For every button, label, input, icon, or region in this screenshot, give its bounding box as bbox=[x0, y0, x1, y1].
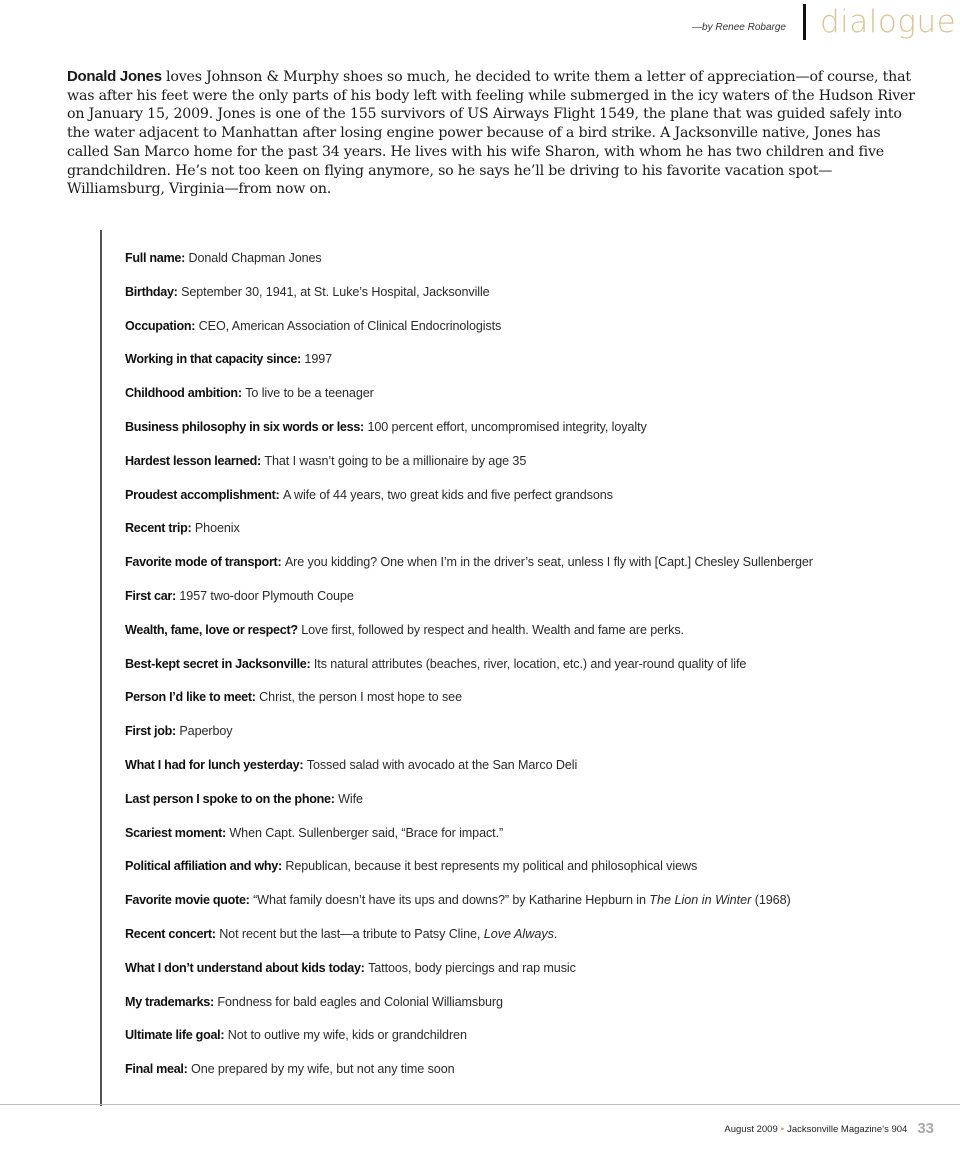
qa-answer-title: The Lion in Winter bbox=[649, 893, 752, 908]
qa-list bbox=[125, 250, 925, 1095]
qa-answer: 1957 two-door Plymouth Coupe bbox=[179, 588, 354, 603]
qa-answer: Love first, followed by respect and health. Wealth and fame are perks. bbox=[301, 622, 684, 637]
qa-answer: Tossed salad with avocado at the San Marco Deli bbox=[306, 757, 578, 772]
qa-answer: To live to be a teenager bbox=[245, 386, 374, 401]
qa-answer: A wife of 44 years, two great kids and five perfect grandsons bbox=[282, 487, 613, 502]
qa-item bbox=[125, 419, 925, 453]
intro-paragraph bbox=[67, 68, 917, 199]
qa-answer: One prepared by my wife, but not any time soon bbox=[191, 1062, 455, 1077]
qa-answer: “What family doesn’t have its ups and downs?” by Katharine Hepburn in bbox=[253, 893, 650, 908]
qa-answer: Not to outlive my wife, kids or grandchildren bbox=[227, 1028, 467, 1043]
qa-item bbox=[125, 892, 925, 926]
qa-item bbox=[125, 250, 925, 284]
qa-question: Recent concert: bbox=[125, 926, 216, 941]
qa-question: What I had for lunch yesterday: bbox=[125, 757, 304, 772]
qa-answer: Paperboy bbox=[179, 724, 233, 739]
qa-question: Childhood ambition: bbox=[125, 386, 242, 401]
qa-item bbox=[125, 1027, 925, 1061]
qa-question: Ultimate life goal: bbox=[125, 1028, 225, 1043]
qa-answer: CEO, American Association of Clinical Endocrinologists bbox=[198, 318, 502, 333]
qa-question: Person I’d like to meet: bbox=[125, 690, 256, 705]
qa-answer: Republican, because it best represents my political and philosophical views bbox=[285, 859, 698, 874]
qa-question: Last person I spoke to on the phone: bbox=[125, 791, 335, 806]
qa-answer: Christ, the person I most hope to see bbox=[259, 690, 462, 705]
page-footer bbox=[724, 1120, 934, 1137]
intro-lead-name: Donald Jones bbox=[67, 68, 162, 85]
qa-item bbox=[125, 1061, 925, 1095]
qa-question: Birthday: bbox=[125, 284, 178, 299]
qa-item bbox=[125, 723, 925, 757]
qa-item bbox=[125, 520, 925, 554]
qa-item bbox=[125, 588, 925, 622]
qa-answer: September 30, 1941, at St. Luke’s Hospital, Jacksonville bbox=[181, 284, 490, 299]
qa-item bbox=[125, 453, 925, 487]
byline: —by Renee Robarge bbox=[692, 22, 786, 33]
qa-item bbox=[125, 757, 925, 791]
qa-answer: Tattoos, body piercings and rap music bbox=[368, 960, 576, 975]
qa-item bbox=[125, 385, 925, 419]
header-divider bbox=[803, 4, 806, 40]
footer-separator: • bbox=[780, 1124, 785, 1135]
qa-answer: 1997 bbox=[304, 352, 333, 367]
qa-answer: Wife bbox=[338, 791, 363, 806]
qa-item bbox=[125, 622, 925, 656]
qa-item bbox=[125, 656, 925, 690]
qa-item bbox=[125, 554, 925, 588]
qa-answer: Not recent but the last—a tribute to Patsy Cline, bbox=[219, 926, 484, 941]
qa-answer-title: Love Always bbox=[483, 926, 554, 941]
qa-question: Wealth, fame, love or respect? bbox=[125, 622, 298, 637]
footer-publication: Jacksonville Magazine’s 904 bbox=[787, 1124, 908, 1135]
page-header bbox=[0, 0, 960, 50]
qa-question: Proudest accomplishment: bbox=[125, 487, 280, 502]
qa-answer-suffix: (1968) bbox=[751, 893, 791, 908]
qa-answer: Are you kidding? One when I’m in the driver’s seat, unless I fly with [Capt.] Chesley Sullenberger bbox=[284, 555, 813, 570]
qa-item bbox=[125, 351, 925, 385]
qa-question: Favorite mode of transport: bbox=[125, 555, 282, 570]
qa-question: Favorite movie quote: bbox=[125, 893, 250, 908]
footer-date: August 2009 bbox=[724, 1124, 778, 1135]
qa-answer: When Capt. Sullenberger said, “Brace for impact.” bbox=[229, 825, 504, 840]
qa-question: Full name: bbox=[125, 251, 185, 265]
qa-answer: Fondness for bald eagles and Colonial Williamsburg bbox=[217, 994, 503, 1009]
qa-question: My trademarks: bbox=[125, 994, 214, 1009]
qa-answer: Its natural attributes (beaches, river, location, etc.) and year-round quality of life bbox=[313, 656, 747, 671]
qa-answer: 100 percent effort, uncompromised integrity, loyalty bbox=[367, 419, 647, 434]
qa-item bbox=[125, 318, 925, 352]
qa-item bbox=[125, 791, 925, 825]
qa-answer: Phoenix bbox=[194, 521, 240, 536]
qa-side-rule bbox=[100, 230, 102, 1106]
qa-question: Scariest moment: bbox=[125, 825, 226, 840]
qa-item bbox=[125, 926, 925, 960]
qa-item bbox=[125, 487, 925, 521]
footer-rule bbox=[0, 1104, 960, 1105]
qa-item bbox=[125, 825, 925, 859]
qa-item bbox=[125, 284, 925, 318]
qa-question: Hardest lesson learned: bbox=[125, 453, 261, 468]
section-title: dialogue bbox=[820, 4, 957, 40]
qa-question: Recent trip: bbox=[125, 521, 192, 536]
qa-item bbox=[125, 994, 925, 1028]
page-number: 33 bbox=[917, 1120, 934, 1137]
qa-question: First car: bbox=[125, 588, 176, 603]
qa-question: Final meal: bbox=[125, 1062, 188, 1077]
qa-question: First job: bbox=[125, 724, 176, 739]
qa-item bbox=[125, 960, 925, 994]
qa-question: Business philosophy in six words or less: bbox=[125, 419, 364, 434]
qa-answer: Donald Chapman Jones bbox=[188, 251, 322, 265]
intro-text: loves Johnson & Murphy shoes so much, he decided to write them a letter of appreciation—of course, that was after his feet were the only parts of his body left with feeling while submerged in the icy waters of the Hudson River on January 15, 2009. Jones is one of the 155 survivors of US Airways Flight 1549, the plane that was guided safely into the water adjacent to Manhattan after losing engine power because of a bird strike. A Jacksonville native, Jones has called San Marco home for the past 34 years. He lives with his wife Sharon, with whom he has two children and five grandchildren. He’s not too keen on flying anymore, so he says he’ll be driving to his favorite vacation spot—Williamsburg, Virginia—from now on. bbox=[67, 69, 915, 198]
qa-question: Occupation: bbox=[125, 318, 196, 333]
qa-item bbox=[125, 689, 925, 723]
qa-item bbox=[125, 858, 925, 892]
qa-answer-suffix: . bbox=[553, 926, 558, 941]
qa-question: What I don’t understand about kids today: bbox=[125, 960, 365, 975]
qa-question: Political affiliation and why: bbox=[125, 859, 282, 874]
qa-question: Working in that capacity since: bbox=[125, 352, 301, 367]
qa-answer: That I wasn’t going to be a millionaire by age 35 bbox=[264, 453, 527, 468]
qa-question: Best-kept secret in Jacksonville: bbox=[125, 656, 311, 671]
